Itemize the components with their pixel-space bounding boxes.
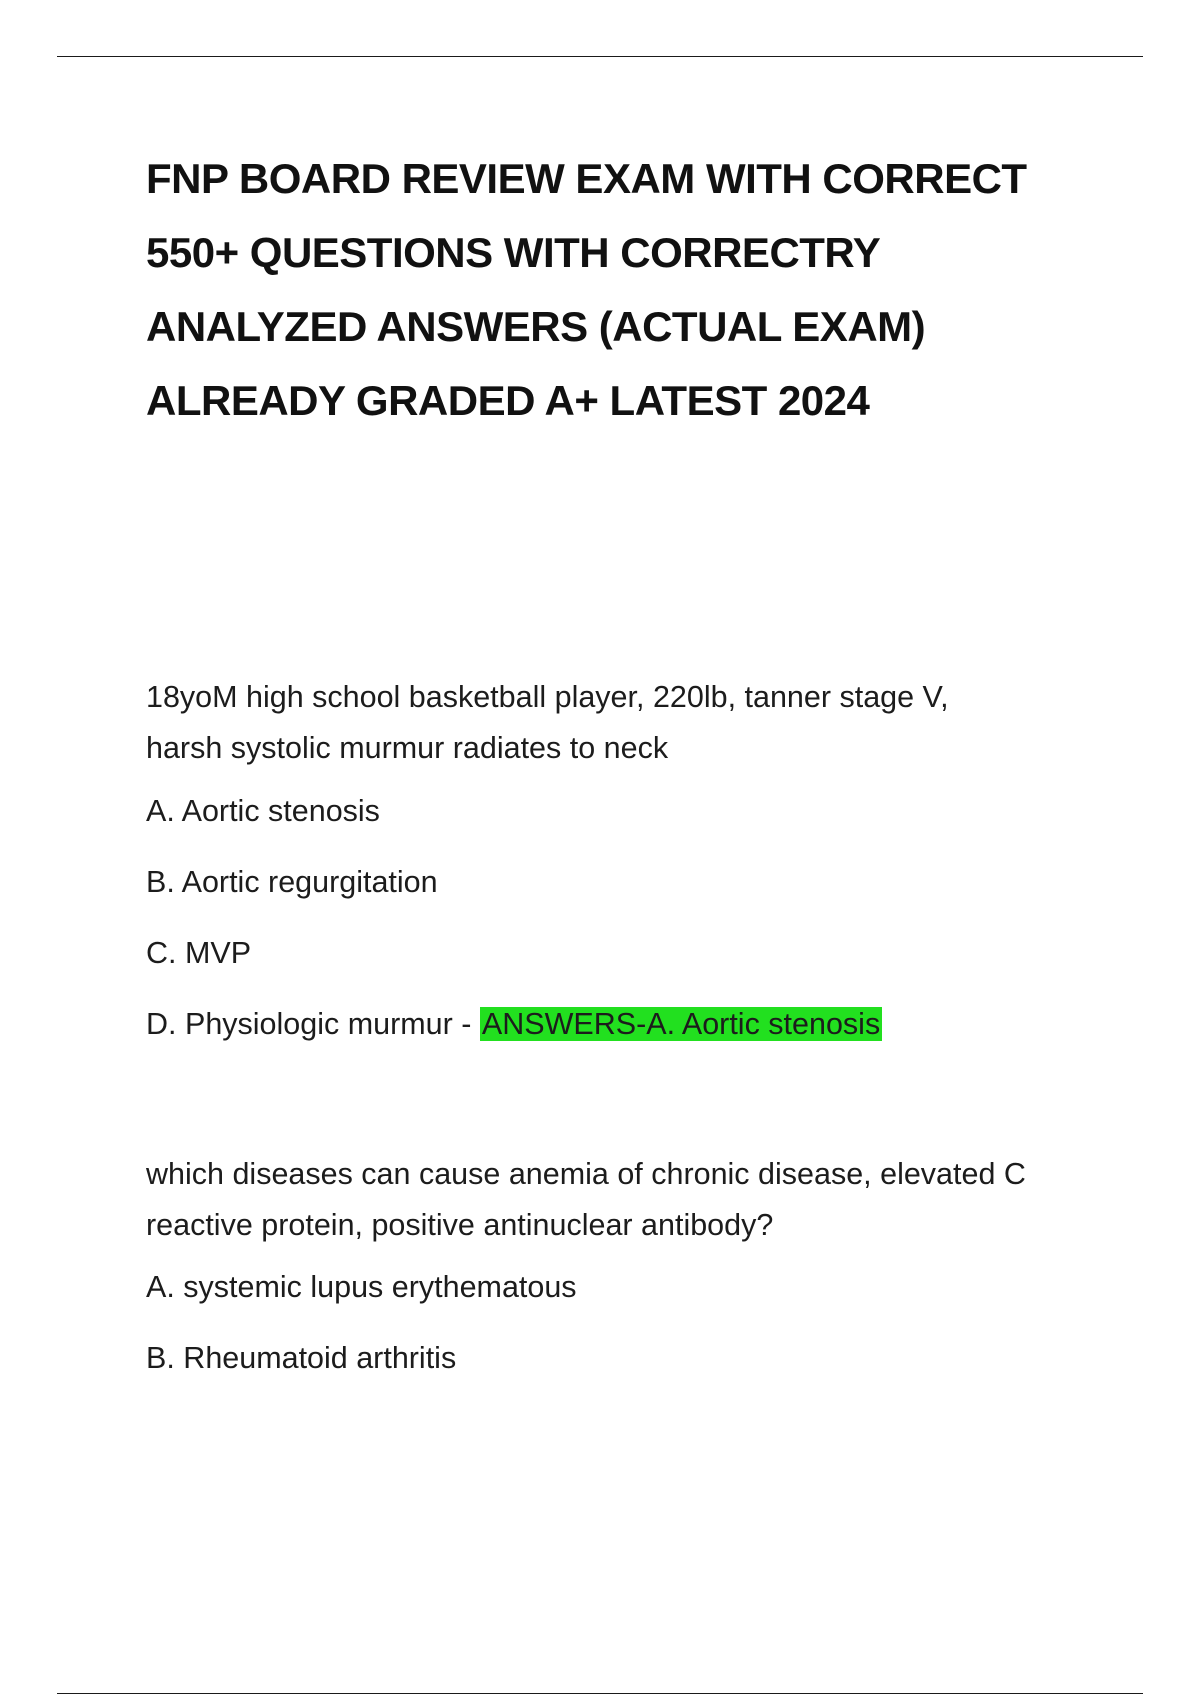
option-d (146, 1004, 1106, 1044)
option-a: A. Aortic stenosis (146, 794, 380, 828)
stem-line: reactive protein, positive antinuclear antibody? (146, 1208, 774, 1242)
question-stem (146, 1149, 1106, 1251)
title-line: ALREADY GRADED A+ LATEST 2024 (146, 377, 870, 424)
question-1 (146, 672, 1106, 1044)
document-title (146, 142, 1106, 438)
footer-rule (57, 1693, 1143, 1694)
title-line: FNP BOARD REVIEW EXAM WITH CORRECT (146, 155, 1027, 202)
answer-highlight: ANSWERS-A. Aortic stenosis (481, 1007, 881, 1041)
header-rule (57, 56, 1143, 57)
title-line: 550+ QUESTIONS WITH CORRECTRY (146, 229, 881, 276)
stem-line: 18yoM high school basketball player, 220lb, tanner stage V, (146, 680, 949, 714)
option-c: C. MVP (146, 936, 252, 970)
option-b: B. Aortic regurgitation (146, 865, 438, 899)
stem-line: harsh systolic murmur radiates to neck (146, 731, 669, 765)
question-stem (146, 672, 1106, 774)
title-line: ANALYZED ANSWERS (ACTUAL EXAM) (146, 303, 926, 350)
stem-line: which diseases can cause anemia of chronic disease, elevated C (146, 1157, 1026, 1191)
option-d-text: D. Physiologic murmur - (146, 1007, 480, 1041)
option-a: A. systemic lupus erythematous (146, 1270, 577, 1304)
option-b: B. Rheumatoid arthritis (146, 1341, 457, 1375)
question-2 (146, 1149, 1106, 1378)
